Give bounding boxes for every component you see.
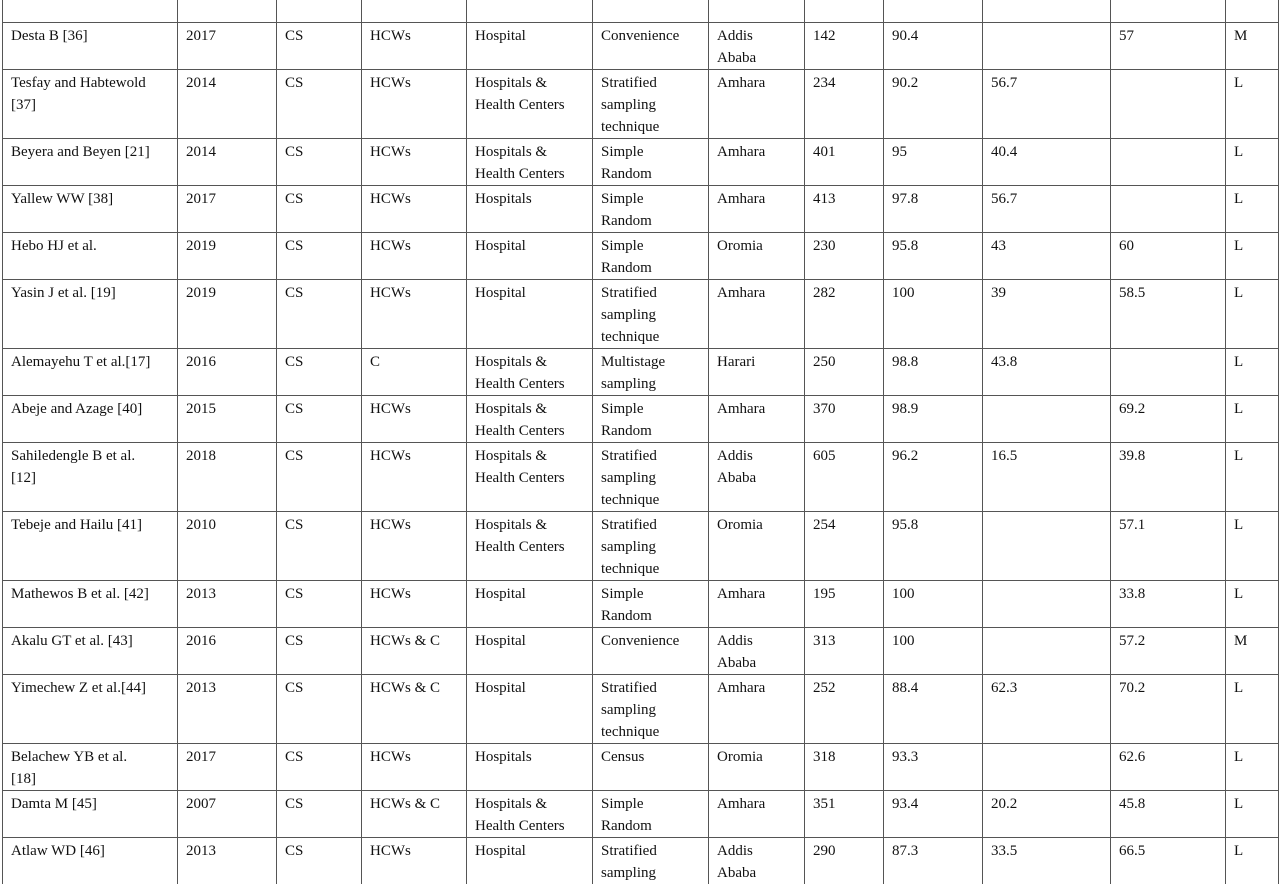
table-cell: Census xyxy=(593,744,709,791)
table-cell: 2017 xyxy=(178,186,277,233)
table-cell xyxy=(983,744,1111,791)
table-cell: L xyxy=(1226,70,1279,139)
table-cell: 95.8 xyxy=(884,512,983,581)
table-cell xyxy=(1226,0,1279,23)
table-cell: 98.8 xyxy=(884,349,983,396)
table-cell: L xyxy=(1226,186,1279,233)
table-cell: L xyxy=(1226,349,1279,396)
table-cell: Hospital xyxy=(467,838,593,884)
table-cell: Stratified sampling technique xyxy=(593,280,709,349)
table-cell: 2013 xyxy=(178,581,277,628)
table-cell: 33.5 xyxy=(983,838,1111,884)
table-cell: L xyxy=(1226,396,1279,443)
table-cell: HCWs xyxy=(362,280,467,349)
table-cell: Hospitals xyxy=(467,186,593,233)
table-cell: CS xyxy=(277,675,362,744)
table-cell: Convenience xyxy=(593,628,709,675)
table-cell: HCWs & C xyxy=(362,791,467,838)
table-cell: Hospital xyxy=(467,23,593,70)
table-cell: Amhara xyxy=(709,675,805,744)
table-cell: 234 xyxy=(805,70,884,139)
table-cell: L xyxy=(1226,139,1279,186)
table-cell xyxy=(3,0,178,23)
table-cell: 100 xyxy=(884,581,983,628)
table-cell: Stratified sampling technique xyxy=(593,675,709,744)
table-cell xyxy=(884,0,983,23)
table-cell xyxy=(467,0,593,23)
table-cell: Hospitals & Health Centers xyxy=(467,396,593,443)
table-cell: Atlaw WD [46] xyxy=(3,838,178,884)
table-cell: Hospital xyxy=(467,581,593,628)
table-row xyxy=(3,280,1279,349)
table-cell: Alemayehu T et al.[17] xyxy=(3,349,178,396)
table-cell: 2016 xyxy=(178,628,277,675)
table-cell: Belachew YB et al. [18] xyxy=(3,744,178,791)
table-cell: 230 xyxy=(805,233,884,280)
table-cell: 313 xyxy=(805,628,884,675)
table-cell: 62.6 xyxy=(1111,744,1226,791)
table-cell: L xyxy=(1226,280,1279,349)
table-cell: 2019 xyxy=(178,233,277,280)
table-cell: 2019 xyxy=(178,280,277,349)
table-cell: 66.5 xyxy=(1111,838,1226,884)
table-cell: CS xyxy=(277,443,362,512)
table-cell: 282 xyxy=(805,280,884,349)
table-cell xyxy=(709,0,805,23)
table-cell: Stratified sampling technique xyxy=(593,70,709,139)
table-cell: 33.8 xyxy=(1111,581,1226,628)
table-row xyxy=(3,0,1279,23)
table-cell: 2017 xyxy=(178,23,277,70)
studies-table xyxy=(2,0,1279,884)
table-cell: Abeje and Azage [40] xyxy=(3,396,178,443)
table-cell: Amhara xyxy=(709,396,805,443)
table-cell: 43 xyxy=(983,233,1111,280)
table-cell: 318 xyxy=(805,744,884,791)
table-cell: 401 xyxy=(805,139,884,186)
table-cell: Simple Random xyxy=(593,139,709,186)
table-cell: Yasin J et al. [19] xyxy=(3,280,178,349)
table-cell: 98.9 xyxy=(884,396,983,443)
table-cell: 87.3 xyxy=(884,838,983,884)
table-cell: M xyxy=(1226,23,1279,70)
table-cell: 58.5 xyxy=(1111,280,1226,349)
table-cell: 100 xyxy=(884,628,983,675)
table-cell: 195 xyxy=(805,581,884,628)
table-cell: CS xyxy=(277,280,362,349)
table-cell: Yimechew Z et al.[44] xyxy=(3,675,178,744)
table-cell xyxy=(362,0,467,23)
table-cell: Addis Ababa xyxy=(709,628,805,675)
table-cell xyxy=(277,0,362,23)
table-cell: HCWs xyxy=(362,70,467,139)
table-body xyxy=(3,0,1279,884)
table-cell: Simple Random xyxy=(593,581,709,628)
table-cell: Hebo HJ et al. xyxy=(3,233,178,280)
table-cell: Oromia xyxy=(709,744,805,791)
table-cell: 57.2 xyxy=(1111,628,1226,675)
table-cell: Hospital xyxy=(467,628,593,675)
table-cell: Desta B [36] xyxy=(3,23,178,70)
table-cell: 60 xyxy=(1111,233,1226,280)
table-cell: L xyxy=(1226,581,1279,628)
table-cell: 93.4 xyxy=(884,791,983,838)
table-cell: HCWs xyxy=(362,512,467,581)
table-cell: L xyxy=(1226,744,1279,791)
table-cell: Hospitals & Health Centers xyxy=(467,349,593,396)
table-cell: 2017 xyxy=(178,744,277,791)
table-cell: CS xyxy=(277,744,362,791)
table-cell xyxy=(1111,0,1226,23)
table-cell: Stratified sampling xyxy=(593,838,709,884)
table-cell: 2016 xyxy=(178,349,277,396)
table-cell: HCWs xyxy=(362,744,467,791)
table-cell: 57 xyxy=(1111,23,1226,70)
table-cell: 413 xyxy=(805,186,884,233)
table-cell xyxy=(983,23,1111,70)
table-cell: L xyxy=(1226,791,1279,838)
table-cell: Akalu GT et al. [43] xyxy=(3,628,178,675)
table-cell: 39 xyxy=(983,280,1111,349)
table-cell: CS xyxy=(277,186,362,233)
table-cell: 90.2 xyxy=(884,70,983,139)
table-cell: Amhara xyxy=(709,139,805,186)
table-cell: 69.2 xyxy=(1111,396,1226,443)
table-cell: 2014 xyxy=(178,70,277,139)
table-cell xyxy=(1111,186,1226,233)
table-cell: 290 xyxy=(805,838,884,884)
table-cell: 2014 xyxy=(178,139,277,186)
table-cell: HCWs xyxy=(362,186,467,233)
table-cell xyxy=(1111,139,1226,186)
table-row xyxy=(3,139,1279,186)
table-cell xyxy=(1111,349,1226,396)
table-cell: 45.8 xyxy=(1111,791,1226,838)
table-cell: C xyxy=(362,349,467,396)
table-row xyxy=(3,233,1279,280)
table-cell: 70.2 xyxy=(1111,675,1226,744)
table-cell: CS xyxy=(277,581,362,628)
table-cell: 57.1 xyxy=(1111,512,1226,581)
table-row xyxy=(3,70,1279,139)
table-cell: Addis Ababa xyxy=(709,23,805,70)
table-cell: HCWs xyxy=(362,396,467,443)
table-cell: 2015 xyxy=(178,396,277,443)
table-cell: HCWs xyxy=(362,23,467,70)
table-row xyxy=(3,396,1279,443)
table-cell: Tebeje and Hailu [41] xyxy=(3,512,178,581)
table-cell: CS xyxy=(277,628,362,675)
table-cell: CS xyxy=(277,396,362,443)
table-row xyxy=(3,349,1279,396)
table-cell: 250 xyxy=(805,349,884,396)
table-cell: Tesfay and Habtewold [37] xyxy=(3,70,178,139)
table-cell: Amhara xyxy=(709,186,805,233)
table-cell: 40.4 xyxy=(983,139,1111,186)
table-cell: Simple Random xyxy=(593,233,709,280)
table-cell xyxy=(178,0,277,23)
table-cell: L xyxy=(1226,512,1279,581)
table-cell: 2013 xyxy=(178,675,277,744)
table-cell: 2018 xyxy=(178,443,277,512)
table-cell: CS xyxy=(277,838,362,884)
table-cell xyxy=(983,0,1111,23)
table-cell: Hospitals & Health Centers xyxy=(467,139,593,186)
table-cell: 605 xyxy=(805,443,884,512)
table-cell: Addis Ababa xyxy=(709,838,805,884)
table-cell: HCWs xyxy=(362,581,467,628)
table-row xyxy=(3,628,1279,675)
table-row xyxy=(3,581,1279,628)
table-cell: Sahiledengle B et al. [12] xyxy=(3,443,178,512)
table-cell: HCWs xyxy=(362,139,467,186)
table-row xyxy=(3,791,1279,838)
table-cell: 16.5 xyxy=(983,443,1111,512)
table-cell: Amhara xyxy=(709,581,805,628)
table-cell: CS xyxy=(277,23,362,70)
table-cell: Multistage sampling xyxy=(593,349,709,396)
table-cell xyxy=(593,0,709,23)
table-cell: Damta M [45] xyxy=(3,791,178,838)
table-cell: CS xyxy=(277,233,362,280)
table-cell: Addis Ababa xyxy=(709,443,805,512)
table-cell: L xyxy=(1226,443,1279,512)
table-cell: 56.7 xyxy=(983,70,1111,139)
table-cell: L xyxy=(1226,838,1279,884)
table-cell: 100 xyxy=(884,280,983,349)
table-cell: 56.7 xyxy=(983,186,1111,233)
table-cell: HCWs xyxy=(362,443,467,512)
table-cell: Amhara xyxy=(709,791,805,838)
table-cell: Mathewos B et al. [42] xyxy=(3,581,178,628)
table-cell: HCWs & C xyxy=(362,675,467,744)
table-cell: 93.3 xyxy=(884,744,983,791)
table-cell: Amhara xyxy=(709,280,805,349)
table-cell: Hospitals & Health Centers xyxy=(467,70,593,139)
table-cell xyxy=(805,0,884,23)
table-cell: 2007 xyxy=(178,791,277,838)
table-cell: Simple Random xyxy=(593,791,709,838)
table-row xyxy=(3,675,1279,744)
table-cell: 95 xyxy=(884,139,983,186)
table-cell: HCWs xyxy=(362,838,467,884)
table-cell: 96.2 xyxy=(884,443,983,512)
table-cell: CS xyxy=(277,70,362,139)
table-cell: HCWs xyxy=(362,233,467,280)
table-cell: 20.2 xyxy=(983,791,1111,838)
table-cell: 370 xyxy=(805,396,884,443)
table-cell: Hospitals & Health Centers xyxy=(467,512,593,581)
table-cell: 62.3 xyxy=(983,675,1111,744)
table-cell xyxy=(983,581,1111,628)
table-cell: L xyxy=(1226,675,1279,744)
table-row xyxy=(3,443,1279,512)
table-cell: Amhara xyxy=(709,70,805,139)
table-row xyxy=(3,186,1279,233)
table-cell: 2013 xyxy=(178,838,277,884)
table-cell: L xyxy=(1226,233,1279,280)
table-cell: Stratified sampling technique xyxy=(593,443,709,512)
table-cell: Harari xyxy=(709,349,805,396)
table-cell: 90.4 xyxy=(884,23,983,70)
table-cell: CS xyxy=(277,349,362,396)
table-cell: Simple Random xyxy=(593,396,709,443)
table-cell: Hospital xyxy=(467,233,593,280)
table-cell xyxy=(983,512,1111,581)
table-cell: 142 xyxy=(805,23,884,70)
table-cell: 95.8 xyxy=(884,233,983,280)
table-cell: Hospitals xyxy=(467,744,593,791)
table-cell: Hospitals & Health Centers xyxy=(467,443,593,512)
table-cell: Yallew WW [38] xyxy=(3,186,178,233)
table-cell: 252 xyxy=(805,675,884,744)
table-cell: Convenience xyxy=(593,23,709,70)
table-cell: Hospital xyxy=(467,280,593,349)
table-row xyxy=(3,512,1279,581)
table-cell: Oromia xyxy=(709,512,805,581)
table-row xyxy=(3,744,1279,791)
table-cell: Hospital xyxy=(467,675,593,744)
table-row xyxy=(3,838,1279,884)
table-row xyxy=(3,23,1279,70)
table-cell: Hospitals & Health Centers xyxy=(467,791,593,838)
table-cell xyxy=(983,396,1111,443)
table-cell: Beyera and Beyen [21] xyxy=(3,139,178,186)
table-cell: Oromia xyxy=(709,233,805,280)
table-cell: CS xyxy=(277,791,362,838)
table-cell: CS xyxy=(277,139,362,186)
table-cell xyxy=(1111,70,1226,139)
table-cell: 43.8 xyxy=(983,349,1111,396)
table-cell xyxy=(983,628,1111,675)
table-cell: 97.8 xyxy=(884,186,983,233)
table-cell: 2010 xyxy=(178,512,277,581)
table-cell: 351 xyxy=(805,791,884,838)
table-cell: Simple Random xyxy=(593,186,709,233)
table-cell: 254 xyxy=(805,512,884,581)
table-cell: Stratified sampling technique xyxy=(593,512,709,581)
table-cell: CS xyxy=(277,512,362,581)
table-cell: 39.8 xyxy=(1111,443,1226,512)
table-cell: HCWs & C xyxy=(362,628,467,675)
table-cell: 88.4 xyxy=(884,675,983,744)
table-cell: M xyxy=(1226,628,1279,675)
